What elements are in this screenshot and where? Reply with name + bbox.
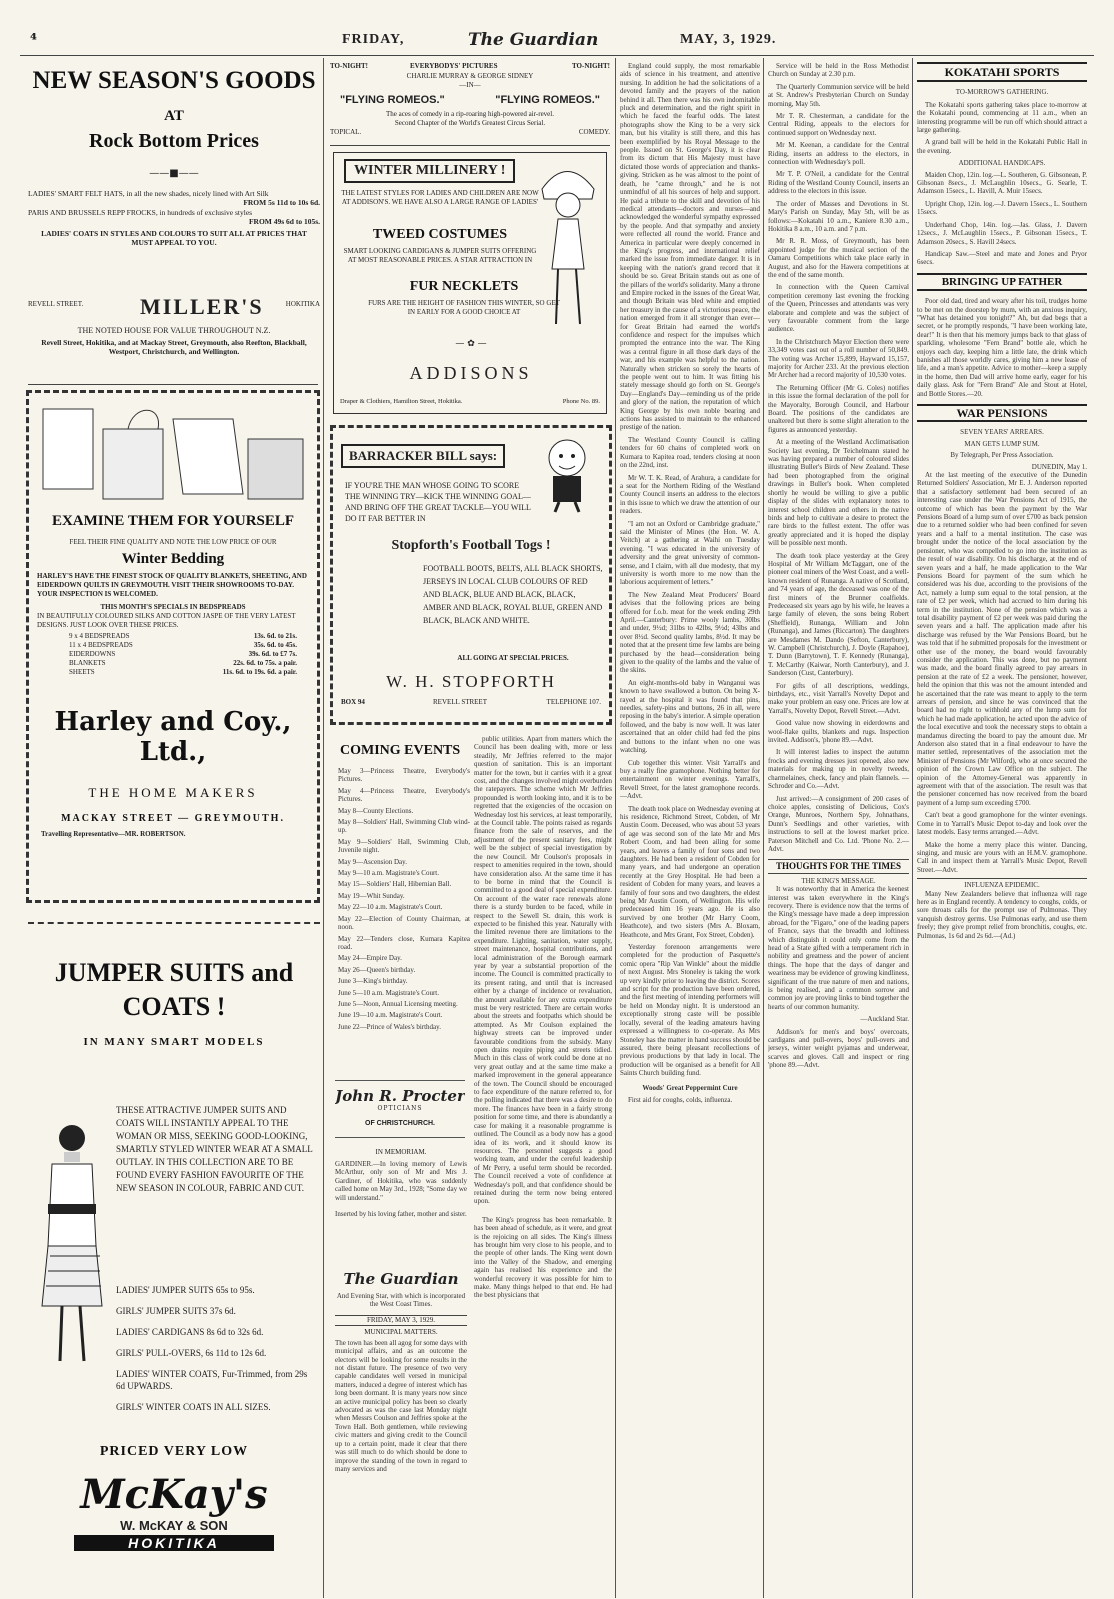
mckay-sub: IN MANY SMART MODELS <box>83 1036 265 1048</box>
millers-town: HOKITIKA <box>285 300 320 308</box>
paragraph: The New Zealand Meat Producers' Board advises that the following prices are being offered for f.o.b. meat for the week ending 29th April.—Canterbury: Prime wooly lambs, 30lbs and under, 9½d; 31lbs to 42lbs, 9½d; 43lbs and over 8½d. Second quality lambs, 8½d. It may be noted that at the present time few lambs are being purchased by the head—consideration being given to the quality of the lambs and the value of the skins. <box>620 590 760 675</box>
list-item: May 19—Whit Sunday. <box>338 891 405 900</box>
coming-events <box>330 735 470 1065</box>
paragraph: It will interest ladies to inspect the autumn frocks and evening dresses just opened, also new materials for making up in novelty tweeds, charmelaines, check, fancy and plain flannels. —Schroder and Co.—Advt. <box>768 748 909 791</box>
list-item: LADIES' CARDIGANS 8s 6d to 32s 6d. <box>116 1327 264 1337</box>
pictures-desc: The aces of comedy in a rip-roaring high-powered air-revel. <box>386 110 554 118</box>
price-row: EIDERDOWNS 39s. 6d. to £7 7s. <box>69 650 297 658</box>
list-item: June 3—King's birthday. <box>338 977 408 986</box>
column-divider <box>323 58 324 1598</box>
list-item: GIRLS' WINTER COATS IN ALL SIZES. <box>116 1402 271 1412</box>
harley-note: FEEL THEIR FINE QUALITY AND NOTE THE LOW PRICE OF OUR <box>69 538 277 546</box>
paragraph: Yesterday forenoon arrangements were completed for the production of Pasquette's comic opera "Rip Van Winkle" about the middle of next August. Mrs Stoneley is taking the work up very kindly prior to leaving the district. Scores and script for the production have been ordered, and the first meeting of intending performers will be held on Monday night. It is understood an exceptionally strong caste will be possible locally, several of the leading amateurs having expressed a willingness to co-operate. As Mrs Stoneley has the matter in hand success should be assured, there being pleasant recollections of previous productions by that lady in local. The production will be organised as a benefit for All Saints Church building fund. <box>620 943 760 1078</box>
mckay-body: THESE ATTRACTIVE JUMPER SUITS AND COATS WILL INSTANTLY APPEAL TO THE WOMAN OR MISS, SEEKING GOOD-LOOKING, SMARTLY STYLED WINTER WEAR AT A SMALL OUTLAY. IN THIS COLLECTION ARE TO BE FOUND EVERY FASHION FAVOURITE OF THE NEW SEASON IN COLOUR, FABRIC AND CUT. <box>116 1105 313 1193</box>
stopforth-text: IF YOU'RE THE MAN WHOSE GOING TO SCORE THE WINNING TRY—KICK THE WINNING GOAL—AND BRING OFF THE GREAT TACKLE—YOU WILL DO IT FAR BETTER IN <box>345 481 531 523</box>
paragraph: Addison's for men's and boys' overcoats, cardigans and pull-overs, boys' pull-overs and jerseys, winter weight pyjamas and underwear, scarves and gloves. Call and inspect or ring 'phone 89.—Advt. <box>768 1027 909 1070</box>
list-item: May 4—Princess Theatre, Everybody's Pictures. <box>338 786 470 804</box>
war-pensions-heading: WAR PENSIONS <box>917 404 1087 422</box>
procter-city: OF CHRISTCHURCH. <box>365 1120 435 1127</box>
paragraph: The death took place on Wednesday evening at his residence, Richmond Street, Cobden, of Mr Austin Coom. Deceased, who was about 53 years of age was second son of the late Mr and Mrs Robert Coom, and had been ailing for some years, and leaves a family of four sons and two daughters. He had been a resident of Cobden for many years, and had undergone an operation recently at the Grey Hospital. He had been a resident of Cobden for many years, and leaves a family of four sons and two daughters, the eldest being Mr Austin Coom, of Wellington. His wife predeceased him 16 years ago. He is also survived by one brother (Mr Harry Coom, Heathcote), and two sisters (Mrs A. Bloxam, Heathcote, and Mrs Grant, Fox Street, Cobden). <box>620 804 760 939</box>
paragraph: Can't beat a good gramophone for the winter evenings. Come in to Yarrall's Music Depot to-day and look over the latest models. Easy terms arranged.—Advt. <box>917 811 1087 837</box>
paragraph: Just arrived:—A consignment of 200 cases of choice apples, consisting of Delicious, Cox's Orange, Munroes, Northern Spy, Johnathans, Dunn's Seedlings and other varieties, with instructions to sell at the lowest market price. Paterson Mitchell and Co. Ltd. 'Phone No. 2.—Advt. <box>768 794 909 853</box>
list-item: May 9—10 a.m. Magistrate's Court. <box>338 869 439 878</box>
pictures-film-1: "FLYING ROMEOS." <box>340 94 445 106</box>
harley-price-list <box>29 630 317 677</box>
paragraph: Cub together this winter. Visit Yarrall's and buy a really fine gramophone. Nothing better for entertainment on winter evenings. Yarrall's, Revell Street, for the latest gramophone records.—Advt. <box>620 758 760 801</box>
millers-line3: LADIES' COATS IN STYLES AND COLOURS TO SUIT ALL AT PRICES THAT MUST APPEAL TO YOU. <box>41 229 307 247</box>
memoriam-by: Inserted by his loving father, mother and sister. <box>335 1210 467 1219</box>
addisons-text-1: THE LATEST STYLES FOR LADIES AND CHILDREN ARE NOW AT ADDISON'S. WE HAVE ALSO A LARGE RANGE OF LADIES' <box>341 189 539 206</box>
pictures-name: EVERYBODYS' PICTURES <box>410 62 498 70</box>
municipal-heading: MUNICIPAL MATTERS. <box>364 1327 438 1336</box>
father-heading: BRINGING UP FATHER <box>917 273 1087 291</box>
influenza-heading: INFLUENZA EPIDEMIC. <box>917 878 1087 889</box>
list-item: May 26—Queen's birthday. <box>338 965 416 974</box>
guardian-title: The Guardian <box>343 1270 459 1288</box>
list-item: May 8—County Elections. <box>338 806 414 815</box>
harley-special-desc: IN BEAUTIFULLY COLOURED SILKS AND COTTON JASPE OF THE VERY LATEST DESIGNS. JUST LOOK OVER THESE PRICES. <box>37 612 296 629</box>
list-item: GIRLS' JUMPER SUITS 37s 6d. <box>116 1306 236 1316</box>
millers-line1: LADIES' SMART FELT HATS, in all the new shades, nicely lined with Art Silk FROM 5s 11d to 10s 6d. <box>28 189 320 207</box>
millers-street: REVELL STREET. <box>28 300 84 308</box>
guardian-editorial <box>335 1270 467 1595</box>
paragraph: Handicap Saw.—Steel and mate and Jones and Pryor 6secs. <box>917 249 1087 267</box>
divider <box>28 384 318 385</box>
linen-illustration <box>33 399 313 507</box>
list-item: May 9—Ascension Day. <box>338 857 407 866</box>
paragraph: Mr R. R. Moss, of Greymouth, has been appointed judge for the musical section of the Oamaru Competitions which take place early in August, and also for the Hawera competitions at the end of the same month. <box>768 237 909 279</box>
paragraph: Upright Chop, 12in. log.—J. Davern 15secs., L. Southern 15secs. <box>917 199 1087 217</box>
harley-examine: EXAMINE THEM FOR YOURSELF <box>51 513 295 529</box>
list-item: June 5—Noon, Annual Licensing meeting. <box>338 999 458 1008</box>
mckay-firm: W. McKAY & SON <box>120 1518 228 1533</box>
column-divider <box>763 58 764 1598</box>
addisons-phone: Phone No. 89. <box>562 398 600 405</box>
memoriam-text: GARDINER.—In loving memory of Lewis McArthur, only son of Mr and Mrs J. Gardiner, of Hokitika, who was suddenly called home on May 3rd., 1928; "Some day we will understand." <box>335 1160 467 1202</box>
guardian-sub: And Evening Star, with which is incorporated the West Coast Times. <box>336 1292 466 1309</box>
stopforth-name: W. H. STOPFORTH <box>386 672 556 691</box>
list-item: LADIES' WINTER COATS, Fur-Trimmed, from 29s 6d UPWARDS. <box>116 1369 308 1391</box>
addisons-text-2: SMART LOOKING CARDIGANS & JUMPER SUITS OFFERING AT MOST REASONABLE PRICES. A STAR ATTRACTION IN <box>343 247 537 264</box>
paragraph: The King's progress has been remarkable. It has been ahead of schedule, as it were, and great is the rejoicing on all sides. The King's illness has brought him very close to his people, and to the people of other lands. The King went down into the Valley of the Shadow, and emerging again has realised his experience and the wonderful recovery it was possible for him to make. Many things helped to that end. He had the best physicians that <box>474 1215 612 1300</box>
millers-advert <box>28 62 320 382</box>
list-item: May 9—Soldiers' Hall, Swimming Club, Juvenile night. <box>338 837 470 855</box>
paragraph: An eight-months-old baby in Wanganui was known to have swallowed a button. On being X-rayed at the hospital it was found that pins, needles, safety-pins and buttons, 26 in all, were reposing in the baby's interior. A simple operation followed, and the baby is now well. It was later ascertained that an older child had fed the pins and buttons to the infant when no one was watching. <box>620 678 760 755</box>
kings-message-heading: THE KING'S MESSAGE. <box>801 876 876 885</box>
list-item: June 19—10 a.m. Magistrate's Court. <box>338 1011 443 1020</box>
paragraph: It was noteworthy that in America the keenest interest was taken everywhere in the King's recovery. There is evidence now that the terms of the King's message have made a deep impression abroad, for the "Figaro," one of the leading papers of France, says that the breadth and loftiness which distinguish it could only come from the head of a State gifted with a temperament rich in nobility and greatness and the power of ancient things. The hope that the days of danger and weariness may be evidence of growing kindliness, significant of the true nature of men and nations, is being realised, and a common sorrow and common joy are proving links to bind together the hearts of our common humanity. <box>768 885 909 1011</box>
masthead-rule <box>20 55 1094 56</box>
lump-sum-heading: MAN GETS LUMP SUM. <box>964 439 1040 448</box>
list-item: May 3—Princess Theatre, Everybody's Pictures. <box>338 767 470 784</box>
events-heading: COMING EVENTS <box>340 743 461 758</box>
procter-opticians: OPTICIANS <box>377 1105 423 1112</box>
list-item: LADIES' JUMPER SUITS 65s to 95s. <box>116 1285 255 1295</box>
mckay-logo-block <box>48 1472 300 1568</box>
pictures-advert <box>330 62 610 142</box>
masthead <box>0 0 1114 56</box>
paragraph: Mr T. P. O'Neil, a candidate for the Central Riding of the Westland County Council, inserts an address to the electors in this issue. <box>768 170 909 196</box>
harley-rep: Travelling Representative—MR. ROBERTSON. <box>41 830 186 838</box>
paragraph: England could supply, the most remarkable aids of science in his treatment, and attentive nursing. In addition he had the solicitations of a devoted family and the prayers of the nation behind it all. Then there was his own indomitable pluck and determination, and the right spirit in which he faced the fearful odds. The latest photographs show the King to be a very sick man, but his vitality is still there, and this has been exemplified by his Royal Message to the people. Issued on St. George's Day, it is clear from its dictum that His Majesty must have dictated those words of appreciation and thanks-giving. Stricken as he was almost to the point of death, he "came through," and he is not unmindful of all his sources of help and support. He paid a tribute to the skill and devotion of his medical attendants—doctors and nurses—and acknowledged the wonderful sympathy expressed by the people. And that sympathy and anxiety were reflected all round the world. France and America in particular were deeply concerned in the King's progress, and international relief marked the issue from immediate danger. It is in keeping with the nation's grand record that it should be so. Great Britain stands out as one of the pillars of the world's solidarity. Many a throne and Empire rocked in the issues of the Great War, and though Britain was bled white and emptied her treasury in the cause of a victorious peace, the nation emerged from it all stronger than ever—for Great Britain had earned the world's confidence and respect for the impulses which prompted the entrance into the war. The King was a central figure in all those dark days of the war, and his example was helpful to the nation. Naturally when stricken so sorely the hearts of the people went out to him. It was fitting his stately message should go forth on St. George's Day—England's Day—reminding us of the pride and glory of the nation, the reputation of which King George by his own noble bearing and actions has assisted to maintain to the enhanced prestige of the nation. <box>620 62 760 432</box>
ornament: — ✿ — <box>455 339 487 349</box>
paragraph: Make the home a merry place this winter. Dancing, singing, and music are yours with an H.M.V. gramophone. Call in and inspect them at Yarrall's Music Depot, Revell Street.—Advt. <box>917 840 1087 874</box>
municipal-text: The town has been all agog for some days with municipal affairs, and as an outcome the electors will be looking for some results in the not distant future. The presence of two very capable candidates well versed in municipal matters, induced a degree of interest which has long been dormant. It is many years now since an active municipal policy has been so clearly advocated as was the case last Monday night when Messrs Coulson and Jeffries spoke at the Town Hall. Both gentlemen, while reviewing civic matters and giving credit to the Council up to a certain point, made it clear that there was still much to do which should be done to improve the standing of the town in regard to many services and <box>335 1338 467 1473</box>
price-row: SHEETS 11s. 6d. to 19s. 6d. a pair. <box>69 668 297 676</box>
mckay-logo: McKay's <box>80 1471 268 1518</box>
paragraph: At the last meeting of the executive of the Dunedin Returned Soldiers' Association, Mr E. J. Anderson reported that a satisfactory settlement had been secured of an interesting case under the War Pensions Act of 1915, the outcome of which has been the payment by the War Pensions Board of a lump sum of over £700 as back pension due to a returned soldier who had been confined for seven years and a half to a mental institution. The case was brought under the notice of the local association by the pensioner, who was compelled to go into the institution as the result of war disability. On his discharge, at the end of seven years and a half, he made application to the War Pensions Board for payment of the sum which he considered was his due, according to the provisions of the Act, namely a lump sum equal to the total pension, at the rate of £2 per week, which had accrued to him during his term in the institution. None of the pension which was a total disability payment of £2 per week was paid during the seven years and a half. The application made after his discharge was refused by the War Pensions Board, but he was told that if he submitted proposals for the investment or other use of the money, the board would favourably consider the application. This was done, but no payment was made, and the board finally agreed to pay arrears in pension at the rate of £2 a week. The pensioner, however, held the opinion that this was not the amount intended and he ascertained that the rate was meant to apply to the term arrears of pension, and since he was convinced that the board had no right to withhold any of the lump sum for which he had made application, he acted upon the advice of the local executive and took the necessary steps to obtain a mandamus directing the board to pay the amount due. Mr Anderson also stated that in a final endeavour to have the matter settled, representatives of the association met the Minister of Pensions (Mr Wilford), who at once secured the opinion of the Crown Law Office on the subject. The opinion of the Attorney-General was apparently in agreement with that of the association. The result was that the pensioner concerned has now received from the board payment of a lump sum exceeding £700. <box>917 471 1087 807</box>
addisons-heading-3: FUR NECKLETS <box>409 279 519 294</box>
telegraph-line: By Telegraph, Per Press Association. <box>950 451 1054 460</box>
list-item: May 8—Soldiers' Hall, Swimming Club wind-up. <box>338 818 470 835</box>
divider <box>330 145 610 146</box>
pictures-serial: Second Chapter of the World's Greatest Circus Serial. <box>394 119 546 127</box>
paragraph: Mr W. T. K. Read, of Arahura, a candidate for a seat for the Northern Riding of the Westland County Council inserts an address to the electors in this issue to which we draw the attention of our readers. <box>620 473 760 516</box>
paragraph: The order of Masses and Devotions in St. Mary's Parish on Sunday, May 5th, will be as follows:—Kokatahi 10 a.m., Kaniere 8.30 a.m., Hokitika 8 a.m., 10 a.m. and 7 p.m. <box>768 199 909 233</box>
paragraph: Service will be held in the Ross Methodist Church on Sunday at 2.30 p.m. <box>768 62 909 79</box>
masthead-title: The Guardian <box>468 30 599 50</box>
stopforth-advert <box>330 425 612 725</box>
paragraph: "I am not an Oxford or Cambridge graduate," said the Minister of Mines (the Hon. W. A. Veitch) at a gathering at Waihi on Tuesday evening. "I was educated in the university of adversity and the great university of common-sense, and I claim, with all due modesty, that my university is worth more to me now than the laborious acquirement of letters." <box>620 519 760 587</box>
harley-desc: HARLEY'S HAVE THE FINEST STOCK OF QUALITY BLANKETS, SHEETING, AND EIDERDOWN QUILTS IN GREYMOUTH. VISIT THEIR SHOWROOMS TO-DAY. YOUR INSPECTION IS WELCOMED. <box>37 572 307 598</box>
mckay-advert <box>28 922 320 1592</box>
millers-prices-heading: Rock Bottom Prices <box>89 130 259 152</box>
column-divider <box>615 58 616 1598</box>
harley-makers: THE HOME MAKERS <box>88 785 258 800</box>
paragraph: Poor old dad, tired and weary after his toil, trudges home to be met on the doorstep by mum, with an anxious inquiry, "What has detained you tonight?" Ah, but dad begs that a secret, or he promptly responds, "I have been working late, dear!" It is then that his memory jumps back to that glass of sparkling, wholesome "Fern Brand" bottle ale, which he enjoys each day, keeping him a little late, the drink which banishes all those worldly cares, giving him a new lease of life, and a man's appetite. Advice to mother—keep a supply in the home, then Dad will arrive home early, eager for his daily glass. Ask for "Fern Brand" Ale and Stout at Hotel, and Bottle Stores.—20. <box>917 297 1087 398</box>
attribution: —Auckland Star. <box>860 1015 909 1024</box>
paragraph: Many New Zealanders believe that influenza will rage here as in England recently. A tendency to coughs, colds, or sore throats calls for the prompt use of Pulmonas. They vanquish destroy germs. Use Pulmonas early, and use them freely; they give prompt relief from bronchitis, coughs, etc. Pulmonas, 1s 6d and 2s 6d.—(Ad.) <box>917 889 1087 940</box>
addisons-footer: Draper & Clothiers, Hamilton Street, Hokitika. <box>340 398 463 405</box>
advert-heading: Woods' Great Peppermint Cure <box>642 1083 738 1092</box>
list-item: May 24—Empire Day. <box>338 954 402 963</box>
pictures-topical: TOPICAL. <box>330 128 362 136</box>
pictures-tonight-right: TO-NIGHT! <box>572 62 610 70</box>
millers-heading: NEW SEASON'S GOODS <box>32 67 316 94</box>
kokatahi-heading: KOKATAHI SPORTS <box>917 62 1087 82</box>
addisons-text-3: FURS ARE THE HEIGHT OF FASHION THIS WINTER, SO GET IN EARLY FOR A GOOD CHOICE AT <box>368 299 560 316</box>
paragraph: The Kokatahi sports gathering takes place to-morrow at the Kokatahi pound, commencing at 11 a.m., when an interesting programme will be run off which should attract a large gathering. <box>917 100 1087 135</box>
editorial-continued <box>474 735 612 1595</box>
masthead-left-mark: ⁴ <box>30 30 38 49</box>
paragraph: At a meeting of the Westland Acclimatisation Society last evening, Dr Teichelmann stated he was having prepared a number of coloured slides illustrating Buller's Birds of New Zealand. These had been photographed from the original drawings in Buller's book. When completed shortly he would be willing to give a public display of the slides with explanatory notes to interest school children and others in the native birds and help to cultivate a desire to protect the rare birds to the fullest extent. The offer was greatly appreciated and it is hoped the display will be possible next month. <box>768 438 909 548</box>
stopforth-togs: Stopforth's Football Togs ! <box>391 538 551 553</box>
millers-branches: Revell Street, Hokitika, and at Mackay Street, Greymouth, also Reefton, Blackball, Westport, Christchurch, and Wellington. <box>41 338 307 356</box>
memoriam-heading: IN MEMORIAM. <box>375 1148 427 1156</box>
paragraph: A grand ball will be held in the Kokatahi Public Hall in the evening. <box>917 138 1087 155</box>
price-row: 11 x 4 BEDSPREADS 35s. 6d. to 45s. <box>69 641 297 649</box>
paragraph: The death took place yesterday at the Grey Hospital of Mr William McTaggart, one of the pioneer coal miners of the West Coast, and a well-known resident of Runanga. A native of Scotland, and 74 years of age, the deceased was one of the first miners of the Brunner coalfields. Predeceased six years ago by his wife, he leaves a large family of eleven, the sons being Robert (Sheffield), Runanga, William and John (Runanga), and James (Riccarton). The daughters are Mesdames M. Dando (Sefton, Canterbury), W. Campbell (Christchurch), J. Doyle (Rapahoe), T. Dunn (Barrytown), T. F. Kennedy (Runanga), T. McCarthy (Kaiwar, North Canterbury), and J. Sanderson (Cust, Canterbury). <box>768 551 909 678</box>
pictures-in: —IN— <box>459 81 481 89</box>
list-item: GIRLS' PULL-OVERS, 6s 11d to 12s 6d. <box>116 1348 267 1358</box>
millers-name: MILLER'S <box>140 294 264 319</box>
paragraph: The Quarterly Communion service will be held at St. Andrew's Presbyterian Church on Sunday morning, May 5th. <box>768 82 909 108</box>
list-item: May 15—Soldiers' Hall, Hibernian Ball. <box>338 880 452 889</box>
millers-line2: PARIS AND BRUSSELS REPP FROCKS, in hundreds of exclusive styles FROM 49s 6d to 105s. <box>28 208 320 226</box>
guardian-dateline: FRIDAY, MAY 3, 1929. <box>335 1315 467 1326</box>
paragraph: Mr M. Keenan, a candidate for the Central Riding, inserts an address to the electors, in connection with Wednesday's poll. <box>768 141 909 167</box>
harley-advert <box>26 390 320 903</box>
harley-address: MACKAY STREET — GREYMOUTH. <box>61 813 285 824</box>
paragraph: Mr T. R. Chesterman, a candidate for the Central Riding, appeals to the electors for continued support on Wednesday next. <box>768 112 909 137</box>
list-item: June 22—Prince of Wales's birthday. <box>338 1022 441 1031</box>
thoughts-heading: THOUGHTS FOR THE TIMES <box>768 859 909 873</box>
addisons-name: ADDISONS <box>409 363 533 383</box>
paragraph: For gifts of all descriptions, weddings, birthdays, etc., visit Yarrall's Novelty Depot and make your problem an easy one. Prices are low at Yarrall's, Novelty Depot, Revell Street.—Advt. <box>768 681 909 715</box>
list-item: June 5—10 a.m. Magistrate's Court. <box>338 988 439 997</box>
stopforth-list: FOOTBALL BOOTS, BELTS, ALL BLACK SHORTS, JERSEYS IN LOCAL CLUB COLOURS OF RED AND BLACK, BLUE AND BLACK, BLACK, AMBER AND BLACK, ROYAL BLUE, GREEN AND BLACK, BLACK AND WHITE. <box>423 564 603 625</box>
addisons-heading: WINTER MILLINERY ! <box>344 159 515 183</box>
harley-special: THIS MONTH'S SPECIALS IN BEDSPREADS <box>100 603 246 611</box>
pictures-tonight-left: TO-NIGHT! <box>330 62 368 70</box>
paragraph: First aid for coughs, colds, influenza. <box>628 1095 733 1104</box>
pictures-film-2: "FLYING ROMEOS." <box>495 94 600 106</box>
stopforth-box: BOX 94 <box>341 698 365 706</box>
paragraph: The Returning Officer (Mr G. Coles) notifies in this issue the formal declaration of the poll for the Mayoralty, Borough Council, and Harbour Board. The positions of the candidates are unaltered but there is some slight alteration to the figures as announced yesterday. <box>768 383 909 434</box>
mckay-priced: PRICED VERY LOW <box>99 1444 249 1459</box>
list-item: May 22—10 a.m. Magistrate's Court. <box>338 903 443 912</box>
mckay-town: HOKITIKA <box>74 1535 274 1551</box>
procter-advert <box>335 1080 465 1138</box>
woman-illustration <box>30 1116 110 1376</box>
mckay-heading: JUMPER SUITS and <box>54 958 294 987</box>
memoriam <box>335 1148 467 1268</box>
handicaps-heading: ADDITIONAL HANDICAPS. <box>958 159 1046 168</box>
paragraph: Maiden Chop, 12in. log.—L. Southeren, G. Gibsonean, P. Gibsonan 8secs., J. McLaughlin 10secs., G. Searle, T. Adamson 15secs., L. Havill, A. Muir 15secs. <box>917 170 1087 196</box>
millers-at: AT <box>164 108 184 124</box>
pictures-comedy: COMEDY. <box>578 128 610 136</box>
paragraph: public utilities. Apart from matters which the Council has been dealing with, more or less steadily, Mr Jeffries referred to the major question of sanitation. This is an important matter for the town, but it carries with it a great cost, and the changes involved might overburden the ratepayers. The scheme which Mr Jeffries propounded is worth looking into, and it is to be regretted that the exigencies of the occasion on Wednesday lost his services, at least temporarily, at the Council table. The points raised as regards finance from the sale of reserves, and the adjustment of the present sanitary fees, might well be the subject of special investigation by the new Council. Mr Coulson's proposals in respect to amenities required in the town, should have consideration also. At the same time it has to be borne in mind that the Council is committed to a good deal of special expenditure. On account of the water race renewals alone there is a sturdy burden to be faced, while in respect to the Sewell St. drain, this work is expected to be finished this year. Naturally with the limited revenue there are limitations to the expenditure. Lighting, sanitation, water supply, street maintenance, hospital contributions, and local administration of the Borough earmark year by year a substantial proportion of the income. The Council is committed practically to its present rating, and until that is increased either by a change of incidence or revaluation, the amount available for any extra expenditure must be very restricted. There are certain works about the streets and footpaths which should be attempted. As Mr Coulson explained the highway streets can be improved under favourable conditions from the subsidy. Many open drains require piping and streets tidied. Much in this class of work could be done at no very great outlay and at the same time make a marked improvement in the general appearance of the town. The Council should be encouraged to face expenditure of the nature referred to, for the polling indicated that there was a desire to do more. The finances have been in a fairly strong position for some time, and there is abundantly a case for making it a reasonable programme is outlined. The Council as a body now has a good idea of its work, and it should know its resources. The personnel suggests a good working team, and under the cereful leadership of Mr Perry, a useful term should be recorded. The Council received a vote of confidence at Wednesday's poll, and that confidence should be retained during the term now being entered upon. <box>474 735 612 1206</box>
stopforth-heading: BARRACKER BILL says: <box>341 444 505 468</box>
harley-name: Harley and Coy., Ltd., <box>54 707 292 767</box>
list-item: May 22—Election of County Chairman, at noon. <box>338 914 470 932</box>
news-column-6 <box>917 62 1087 1597</box>
dateline: DUNEDIN, May 1. <box>1031 462 1087 471</box>
price-row: BLANKETS 22s. 6d. to 75s. a pair. <box>69 659 297 667</box>
stopforth-phone: TELEPHONE 107. <box>546 698 601 706</box>
harley-bedding: Winter Bedding <box>121 551 225 567</box>
paragraph: In connection with the Queen Carnival competition ceremony last evening the frocking of the Queen, Princesses and attendants was very elaborate and complete and was the subject of very favourable comment from the large audience. <box>768 283 909 334</box>
pictures-stars: CHARLIE MURRAY & GEORGE SIDNEY <box>406 72 534 80</box>
stopforth-street: REVELL STREET <box>433 698 487 706</box>
news-column-5 <box>768 62 909 1597</box>
column-divider <box>912 58 913 1598</box>
mckay-heading-2: COATS ! <box>122 992 226 1021</box>
paragraph: Underhand Chop, 14in. log.—Jas. Glass, J. Davern 12secs., J. McLaughlin 15secs., P. Gibsonan 15secs., T. Adamson 20secs., S. Havill 24secs. <box>917 220 1087 246</box>
mckay-items <box>116 1284 316 1413</box>
masthead-day: FRIDAY, <box>342 32 405 47</box>
procter-logo: John R. Procter <box>335 1087 465 1105</box>
news-column-4 <box>620 62 760 1597</box>
barracker-bill-illustration <box>533 434 601 514</box>
list-item: May 22—Tenders close, Kumara Kapitea road. <box>338 934 470 951</box>
addisons-heading-2: TWEED COSTUMES <box>372 227 508 242</box>
stopforth-special: ALL GOING AT SPECIAL PRICES. <box>457 654 569 662</box>
paragraph: The Westland County Council is calling tenders for 60 chains of completed work on Kumara to Kapitea road, tenders closing at noon on the 22nd, inst. <box>620 435 760 470</box>
ornament: ——■—— <box>149 168 199 179</box>
price-row: 9 x 4 BEDSPREADS 13s. 6d. to 21s. <box>69 632 297 640</box>
paragraph: In the Christchurch Mayor Election there were 33,349 votes cast out of a roll number of 50,849. The voting was Archer 15,899, Hayward 15,157, majority for Archer 233. At the previous election Mr Archer had a record majority of 10,530 votes. <box>768 337 909 380</box>
millers-tagline: THE NOTED HOUSE FOR VALUE THROUGHOUT N.Z. <box>77 326 271 335</box>
events-list <box>330 767 470 1031</box>
addisons-advert <box>333 152 607 414</box>
paragraph: Good value now showing in eiderdowns and wool-flake quilts, blankets and rugs. Inspection invited. Addison's, 'phone 89.—Advt. <box>768 719 909 745</box>
arrears-heading: SEVEN YEARS' ARREARS. <box>960 428 1044 437</box>
masthead-date: MAY, 3, 1929. <box>680 32 777 47</box>
gathering-heading: TO-MORROW'S GATHERING. <box>955 88 1049 97</box>
